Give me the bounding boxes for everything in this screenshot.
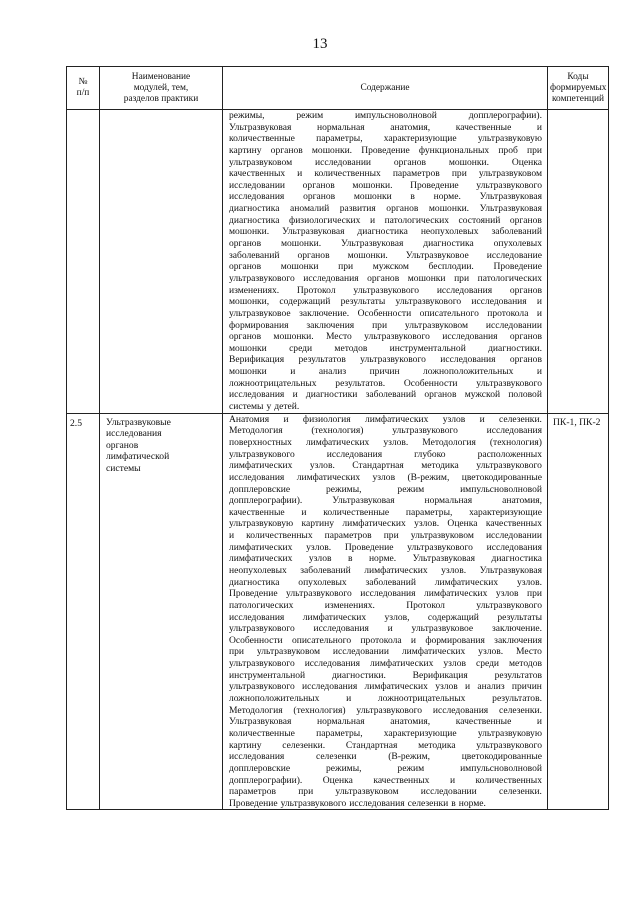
content-line: патологических изменениях. Протокол ультразвукового bbox=[229, 599, 542, 611]
content-line: формирования заключения при ультразвуковом исследовании bbox=[229, 319, 542, 331]
content-line: диагностика аномалий развития органов мошонки. Ультразвуковая bbox=[229, 203, 542, 215]
content-line: диагностика физиологических и патологических состояний органов bbox=[229, 214, 542, 226]
program-table bbox=[66, 66, 609, 810]
content-line: ультразвукового исследования лимфатических узлов и анализ причин bbox=[229, 681, 542, 693]
content-line: органов мошонки при мужском бесплодии. Проведение bbox=[229, 261, 542, 273]
content-line: лимфатических узлов в норме. Ультразвуковая диагностика bbox=[229, 553, 542, 565]
text-line: органов bbox=[106, 439, 139, 451]
table-header-row bbox=[67, 67, 609, 110]
content-line: качественные и количественные параметры, характеризующие bbox=[229, 506, 542, 518]
content-line: допплеровские режимы, режим импульсноволновой bbox=[229, 483, 542, 495]
content-line: ультразвуковое заключение. Особенности описательного протокола и bbox=[229, 307, 542, 319]
text-line: № bbox=[78, 77, 88, 87]
content-line: изменениях. Протокол ультразвукового исследования органов bbox=[229, 284, 542, 296]
header-num bbox=[67, 67, 100, 110]
content-cell bbox=[223, 413, 548, 810]
content-line: ультразвукового исследования лимфатических узлов среди методов bbox=[229, 658, 542, 670]
module-name bbox=[100, 110, 223, 414]
content-line: Проведение ультразвукового исследования селезенки в норме. bbox=[229, 797, 486, 809]
text-line: Содержание bbox=[360, 82, 410, 93]
text-line: модулей, тем, bbox=[133, 82, 189, 93]
header-content bbox=[223, 67, 548, 110]
content-line: исследования селезенки (В-режим, цветокодированные bbox=[229, 751, 542, 763]
page-number: 13 bbox=[312, 36, 328, 52]
content-line: лимфатических узлов. Проведение ультразвукового исследования bbox=[229, 541, 542, 553]
module-name bbox=[100, 413, 223, 810]
table-row bbox=[67, 110, 609, 414]
row-number: 2.5 bbox=[67, 413, 100, 810]
text-line: компетенций bbox=[551, 93, 605, 104]
content-line: ультразвукового исследования и ультразвуковое заключение. bbox=[229, 623, 542, 635]
content-line: Ультразвуковая нормальная анатомия, качественные и bbox=[229, 716, 542, 728]
content-line: органов мошонки. Ультразвуковая диагностика опухолевых bbox=[229, 238, 542, 250]
content-line: мошонки, содержащий результаты ультразвукового исследования и bbox=[229, 296, 542, 308]
content-line: ультразвуковом исследовании органов мошонки. Оценка bbox=[229, 156, 542, 168]
header-module bbox=[100, 67, 223, 110]
content-line: Проведение ультразвукового исследования лимфатических узлов при bbox=[229, 588, 542, 600]
content-line: исследования лимфатических узлов, содержащий результаты bbox=[229, 611, 542, 623]
content-line: допплерографии). Оценка качественных и количественных bbox=[229, 774, 542, 786]
content-line: поверхностных лимфатических узлов. Методология (технология) bbox=[229, 436, 542, 448]
content-line: режимы, режим импульсноволновой допплерографии). bbox=[229, 110, 542, 121]
content-line: мошонки среди методов инструментальной диагностики. bbox=[229, 342, 542, 354]
content-line: картину селезенки. Стандартная методика ультразвукового bbox=[229, 739, 542, 751]
content-line: Анатомия и физиология лимфатических узлов и селезенки. bbox=[229, 413, 542, 425]
content-line: ультразвукового исследования органов мошонки при патологических bbox=[229, 272, 542, 284]
content-line: картину органов мошонки. Проведение функциональных проб при bbox=[229, 144, 542, 156]
content-line: ультразвукового исследования глубоко расположенных bbox=[229, 448, 542, 460]
text-line: Ультразвуковые bbox=[106, 416, 171, 428]
content-line: ложноотрицательных результатов. Особенности ультразвукового bbox=[229, 377, 542, 389]
content-line: ультразвуковую картину лимфатических узлов. Оценка качественных bbox=[229, 518, 542, 530]
content-line: исследования лимфатических узлов (В-режим, цветокодированные bbox=[229, 471, 542, 483]
text-line: Наименование bbox=[131, 71, 191, 82]
content-line: параметров при ультразвуковом исследовании селезенки. bbox=[229, 786, 542, 798]
content-line: мошонки. Ультразвуковая диагностика неопухолевых заболеваний bbox=[229, 226, 542, 238]
content-line: органов мошонки. Место ультразвукового исследования органов bbox=[229, 331, 542, 343]
competency-codes bbox=[548, 110, 609, 414]
content-line: количественные параметры, характеризующие ультразвуковую bbox=[229, 133, 542, 145]
text-line: формируемых bbox=[550, 82, 607, 93]
content-line: мошонки и анализ причин ложноположительных и bbox=[229, 366, 542, 378]
table-row bbox=[67, 413, 609, 810]
row-number bbox=[67, 110, 100, 414]
content-line: количественные параметры, характеризующие ультразвуковую bbox=[229, 727, 542, 739]
content-line: исследовании органов мошонки. Проведение ультразвукового bbox=[229, 179, 542, 191]
content-line: и количественных параметров при ультразвуковом исследовании bbox=[229, 530, 542, 542]
content-line: Особенности описательного протокола и формирования заключения bbox=[229, 634, 542, 646]
content-line: качественных и количественных параметров при ультразвуковом bbox=[229, 168, 542, 180]
content-line: Методология (технология) ультразвукового исследования селезенки. bbox=[229, 704, 542, 716]
text-line: Коды bbox=[567, 71, 589, 82]
content-line: исследования и диагностики заболеваний органов мужской половой bbox=[229, 389, 542, 401]
content-line: заболеваний органов мошонки. Ультразвуковое исследование bbox=[229, 249, 542, 261]
text-line: лимфатической bbox=[106, 451, 170, 463]
competency-codes: ПК-1, ПК-2 bbox=[548, 413, 609, 810]
content-line: при ультразвуковом исследовании лимфатических узлов. Место bbox=[229, 646, 542, 658]
content-line: Ультразвуковая нормальная анатомия, качественные и bbox=[229, 121, 542, 133]
content-line: неопухолевых заболеваний лимфатических узлов. Ультразвуковая bbox=[229, 564, 542, 576]
content-line: диагностика опухолевых заболеваний лимфатических узлов. bbox=[229, 576, 542, 588]
content-line: инструментальной диагностики. Верификация результатов bbox=[229, 669, 542, 681]
content-line: допплеровские режимы, режим импульсноволновой bbox=[229, 762, 542, 774]
content-line: лимфатических узлов. Стандартная методика ультразвукового bbox=[229, 460, 542, 472]
text-line: п/п bbox=[76, 88, 90, 98]
content-line: Методология (технология) ультразвукового исследования bbox=[229, 425, 542, 437]
content-line: ложноположительных и ложноотрицательных результатов. bbox=[229, 693, 542, 705]
content-cell bbox=[223, 110, 548, 414]
content-line: допплерографии). Ультразвуковая нормальная анатомия, bbox=[229, 495, 542, 507]
content-line: исследования органов мошонки в норме. Ультразвуковая bbox=[229, 191, 542, 203]
header-codes bbox=[548, 67, 609, 110]
content-line: Верификация результатов ультразвукового исследования органов bbox=[229, 354, 542, 366]
content-line: системы у детей. bbox=[229, 401, 300, 413]
text-line: исследования bbox=[106, 428, 162, 440]
text-line: разделов практики bbox=[123, 93, 199, 104]
text-line: системы bbox=[106, 463, 141, 475]
